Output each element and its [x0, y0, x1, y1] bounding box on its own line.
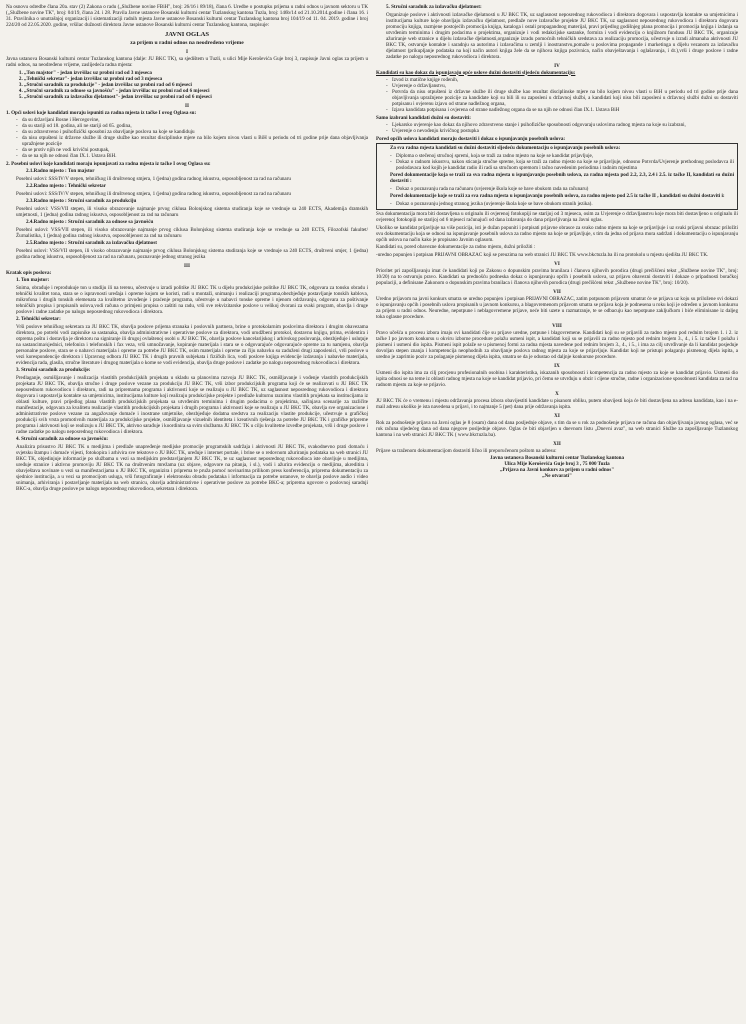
box-list [390, 201, 734, 207]
section-text: Pravo učešća u procesu izbora imaju svi kandidati čije su prijave uredne, potpune i blagovremene. Kandidati koji su se prijavili za radno mjesto pod rednim brojem 1. i 2. iz tačke I po javnom konkursu u okviru izborne procedure polažu usmeni ispit, a kandidati koji su se prijavili za radno mjesto pod rednim brojem 3., 4., i 5. iz tačke I polažu i pismeni i usmeni dio ispita. Pismeni ispit polaže se u pismenoj formi za radna mjesta navedene pod rednim brojem 3., 4., i 5., i ima za cilj utvrđivanje da li kandidat posjeduje dovoljan stepen znanja i kompetencija neophodnih za obavljanje poslova radnog mjesta za koje se prijavljuje. Kandidat koji ne pristupi polaganju pismenog dijela ispita, a uredno je zaprimio poziv za polaganje pismenog dijela ispita, smatra se da je odustao od daljnje konkursne procedure. [376, 329, 738, 360]
list-item: - Uvjerenje o državljanstvu, [386, 83, 738, 89]
address-line: „Prijava na Javni konkurs za prijem u radni odnos" [499, 467, 615, 473]
section-heading: 1. Opći uslovi koje kandidati moraju ispuniti za radna mjesta iz tačke I ovog Oglasa su: [6, 109, 197, 116]
documents-list [386, 77, 738, 113]
address-line: Ulica Mije Keroševića Guje broj 3 , 75 000 Tuzla [504, 461, 610, 467]
address-line: Javna ustanova Bosanski kulturni centar Tuzlanskog kantona [489, 455, 625, 461]
job-description: Organizuje poslove i aktivnosti izdavačke djelatnosti u JU BKC TK, uz saglasnost neposrednog rukovodioca i direktora dogovara i uspostavlja kontakte sa umjetnicima i institucijama kulture koje obavljaju izdavačku djelatnost, predlaže nove izdavačke projekte JU BKC TK, uz saglasnost neposrednog rukovodioca i direktora dogovara promociju knjiga, razmjene postojećih promocija knjiga, kataloga i ostali propagandnog materijal, pravi prijedlog godišnjeg plana promocija i promocija knjiga i izdanja sa utvrđenim terminima i drugim podacima o projektima, organizuje i vodi redakcijske sastanke, formira i vodi evidenciju o knjižnom fundusu JU BKC TK, organizuje ažuriranje web stranice u dijelu izdavačke djelatnosti,organizuje izradu pomoćnih tehničkih sredstava za realizaciju promocija, učestvuje u izradi almanaha aktivnosti JU BKC TK, ostvaruje kontakte i saradnju sa autorima i izdavačima u zemlji i inostranstvu,pomaže u poslovima propagande i marketinga u dijelu vezanom za izdavačku djelatnost (prikupljanje podataka na koji način autori knjiga žele da se njihova knjiga pozivnica, način obavještavanja i oglašavanja, i dr.),vrši i druge poslove i radne zadatke po nalogu neposrednog rukovodioca i direktora. [386, 11, 738, 60]
selected-documents-list [386, 122, 738, 134]
section-number: I [186, 49, 188, 55]
box-heading: Pored dokumentacije koje se traži za sva radna mjesta u ispunjavanju posebnih uslova, za radno mjesto pod 2.5 iz tačke II , kandidati su dužni dostaviti i: [390, 193, 725, 199]
list-item: 2. „Tehnički sekretar"- jedan izvršilac uz probni rad od 3 mjeseca [24, 76, 368, 82]
section-heading: 2. Posebni uslovi koje kandidati moraju ispunjavati za radna mjesta iz tačke I ovog Oglasa su: [6, 160, 211, 167]
section-number: II [185, 102, 189, 109]
subsection-heading: Pored općih uslova kandidati moraju dostaviti i dokaz o ispunjavanju posebnih uslova: [376, 135, 566, 142]
job-description: Analizira prisustvo JU BKC TK u medijima i predlaže unapređenje medijske promocije programskih sadržaja i aktivnosti JU BKC TK, svakodnevno prati domaću i svjetsku štampu i domaće vijesti, fotokopira i arhivira sve tekstove o JU BKC TK, uređuje i internet portale, i brine se o redovnom ažuriranju podataka na web stranici JU BKC TK, objedinjuje informacije po službama u vezi sa medijskim predstavljanjem JU BKC TK, te uz saglasnost neposrednog rukovodioca iste obavljuje u medijima, uređuje stranice i aktivno promoviju JU BKC TK na društvenim mrežama (uz objave, odgovore na pitanja, i sl.), vodi i ažurira evidenciju o medijima, akreditira i obavještava novinare u vezi sa manifestacijama u JU BKC TK, organizira i priprema te pruža pomoć novinarima prilikom press konferencija, priprema dokumentaciju za sjednice institucija, a u vezi sa promocijom usluga, vrši fotografiranje i elektronsku obradu podataka i informacija za potrebe ustanove, te obavlja poslove audio i video snimanja, arhiviranja i postavljanje materijala na web stranicu, obavlja administrativne i operativne poslove za potrebe BKC-a; priprema ugovore o poslovnoj saradnji BKC-a, obavlja druge poslove po nalogu neposrednog rukovodioca, sekretara i direktora. [16, 443, 368, 492]
list-item: 4. „Stručni saradnik za odnose sa javnošću" - jedan izvršilac uz probni rad od 6 mjeseci [24, 88, 368, 94]
section-number: IX [554, 362, 560, 369]
job-description: Predlaganje, osmišljavanje i realizacija vlastitih produkcijskih projekata u skladu sa planovima razvoja JU BKC TK, osmišljavanje i vođenje vlastitih produkcijskih projekata JU BKC TK, obavlja stručne i druge poslove vezane za produkciju JU BKC TK, vrši izbor produkcijskih programa koji će se realizovati u JU BKC TK neposrednom rukovodiocu i direktoru, radi na pripremama programa i aktivnosti koje se realizuju u JU BKC TK, uz saglasnost neposrednog rukovodioca i direktora dogovara i uspostavlja kontakte sa umjetnicima, institucijama kulture koji realizuju produkcijske projekte i predlaže kulturnu raznimu vlastitih projekata sa institucijama iz oblasti kulture, pravi prijedlog plana vlastitih produkcijskih projekata sa utvrđenim terminima i drugim podacima o projektima, sačinjava scenarije za različite manifestacije, odgovara za kvalitetu realizacije vlastitih produkcijskih projekata i drugih programa i aktivnosti koje se realizuju u JU BKC TK, obavlja sve organizacione i administrativne poslove vezane za angažovanje domaće i inostrane umjetnike, obezbjeđuje dodatna sredstva za realizaciju vlastite produkcije, učestvuje u grafičkoj produkciji svih vrsta promotivnih materijala za produkcijske projekte, osmišljavanje vizuelnih identiteta i kreativnih rješenja za potrebe JU BKC TK i grafičke pripreme programa i aktivnosti koji se realizuju u JU BKC TK, aktivno sarađuje i koordinira sa svim službama JU BKC TK u cilju kvalitetne izvedbe projekata, vrši i druge poslove i radne zadatke po nalogu neposrednog rukovodioca i direktora. [16, 374, 368, 435]
position-conditions: Posebni uslovi: VSS/VII stepen, ili visoko obrazovanje najmanje prvog ciklusa Bolonjskog sistema studiranja koje se vrednuje sa 240 ECTS, Filozofski fakultet/Žurnalistika, 1 (jedna) godina radnog iskustva, osposobljenost za rad na računaru [16, 226, 368, 239]
list-item: - da su stariji od 18. godina, ali ne stariji od 65. godina, [16, 123, 368, 129]
job-heading: 3. Stručni saradnik za produkcije: [16, 367, 91, 373]
list-item: - Dokaz o poznavanju jednog stranog jezika (uvjerenje škola koje se bave obukom stranih jezika). [390, 201, 734, 207]
job-description: Snima, obrađuje i reprodukuje ton u studiju ili na terenu, učestvuje u izradi politike JU BKC TK u dijelu produkcijske politike JU BKC TK, odgovara za tonsku obradu i tehnički kvalitet tona, stara se o ispravnosti uređaja i opreme kojom se koristi, radi u montaži, snimanju i realizaciji programa,obezbjeđuje postavljanje tonskih kablova, mikrofona i drugih tonskih elemenata za kvalitetno izvođenje i praćenje programa, učestvuje u nabavci tonske opreme i njenom održavanju, odgovara za poštivanje tehničkih propisa i propisanih uslova,vodi računa o primjeni propisa o zaštiti na radu, vrši sve rekvizitarske poslove u velikoj dvorani za svaki program, obavlja i druge poslove i radne zadatke po nalogu neposrednog rukovodioca i direktora. [16, 284, 368, 315]
list-item: 1. „Ton majstor" - jedan izvršilac uz probni rad od 3 mjeseca [24, 70, 368, 76]
position-heading: 2.1.Radno mjesto : Ton majstor [26, 168, 95, 174]
list-item: - Potvrda da nisu otpušteni iz državne službe ili druge službe kao rezultat disciplinske mjere na bilo kojem nivou vlasti u BiH u periodu od tri godine prije dana objavljivanja upražnjene pozicije za kandidate koji su bili ili su zaposleni u državnoj službi, a kandidati koji nisu bili zaposleni u državnoj službi dužni su dostaviti potpisanu i ovjerenu izjavu od strane nadležnog organa, [386, 89, 738, 107]
list-item: - Diploma o stečenoj stručnoj spremi, koja se traži za radno mjesto na koje se kandidat prijavljuje, [390, 153, 734, 159]
section-text: Usmeni dio ispita ima za cilj procjenu profesionalnih osobina i karakteristika, iskazanih sposobnosti i kompetencija za radno mjesto za koje se kandidat prijavio. Usmeni dio ispita odnosi se na teme iz oblasti radnog mjesta na koje se kandidat prijavio, pri čemu se utvrđuju u obzir i cijene stručne, radne i organizacione sposobnosti kandidata za rad na radnom mjestu za koje se prijavio. [376, 369, 738, 388]
address-line: „Ne otvarati" [542, 473, 572, 479]
section-heading: Kandidati su kao dokaz da ispunjavaju opće uslove dužni dostaviti sljedeću dokumentaciju: [376, 69, 576, 76]
list-item: 5. „Stručni saradnik za izdavačku djelatnost"- jedan izvršilac uz probni rad od 6 mjeseci [24, 94, 368, 100]
list-item: 3. „Stručni saradnik za produkcije" - jedan izvršilac uz probni rad od 6 mjeseci [24, 82, 368, 88]
position-heading: 2.3.Radno mjesto : Stručni saradnik za produkciju [26, 198, 137, 204]
position-conditions: Posebni uslovi: SSS/IV/V stepen, tehničkog ili društvenog smjera, 1 (jedna) godina radnog iskustva, osposobljenost za rad na računaru [16, 175, 291, 182]
section-text: Prioritet pri zapošljavanju imat će kandidati koji po Zakonu o dopunskim pravima branilaca i članova njihovih porodica (drugi prečišćeni tekst „Službene novine TK", broj: 10/20) na to ostvaruju pravo. Kandidati sa prednošću podneska dokaz o ispunjavanju općih i posebnih uslova, uz prijavu obavezni dostaviti i dokaze o pripadnosti boračkoj populaciji, a definisane Zakonom o dopunskim pravima branilaca i članova njihovih porodica (drugi prečišćeni tekst „Službene novine TK", broj: 10/20). [376, 267, 738, 286]
special-documents-box [376, 143, 738, 210]
section-number: IV [554, 62, 560, 69]
multiple-applications-text: Ukoliko se kandidat prijavljuje na više pozicija, isti je dužan popuniti i potpisati prijavne obrasce za svako radno mjesto na koje se prijavljuje i uz svaki prijavni obrazac priložiti svu dokumentaciju koja se odnosi na ispunjavanje posebnih uslova za radno mjesto na koje se prijavljuje, s tim da jedna od prijava mora sadržati i dokumentaciju o ispunjavanju općih uslova na način kako je propisano Javnim oglasom. [376, 224, 738, 243]
job-heading: 4. Stručni saradnik za odnose sa javnošću: [16, 436, 109, 442]
section-text: Prijave sa traženom dokumentacijom dostaviti lično ili preporučenom poštom na adresu: [376, 447, 557, 454]
section-number: XI [554, 412, 560, 419]
right-column [376, 4, 738, 1020]
ad-title: JAVNI OGLAS [164, 31, 210, 38]
position-heading: 2.4.Radno mjesto : Stručni saradnik za odnose sa javnošću [26, 219, 154, 225]
section-text: Rok za podnošenje prijava na Javni oglas je 8 (osam) dana od dana posljednje objave, s tim da se u rok za podnošenje prijava ne računa dan objavljivanja javnog oglasa, već se rok računa sljedećeg dana od dana njegove posljednje objave. Oglas će biti objavljen u dnevnom listu „Dnevni avaz", na web stranici Službe za zapošljavanje Tuzlanskog kantona i na web stranici JU BKC TK ( www.bkctuzla.ba). [376, 419, 738, 438]
section-number: VI [554, 260, 560, 267]
job-heading: 5. Stručni saradnik za izdavačku djelatnost: [386, 4, 482, 10]
ad-subtitle: za prijem u radni odnos na neodređeno vrijeme [130, 40, 244, 46]
intro-paragraph: Na osnovu odredbe člana 20a. stav (2) Zakona o radu („Službene novine FBiH", broj: 26/16 i 89/18), člana 6. Uredbe o postupku prijema u radni odnos u javnom sektoru u TK („Službene novine TK", broj: 04/19, člana 24. i 28. Pravila Javne ustanove Bosanski kulturni centar Tuzlanskog kantona Tuzla, broj: 146b/14 od 21.10.2014.godine i člana 16. i 31. Pravilnika o unutrašnjoj organizaciji i sistematizaciji radnih mjesta Javne ustanove Bosanski kulturni centar Tuzlanskog kantona broj 104/19 od 11. 04. 2019. godine i broj 224/20 od 22.05.2020. godine, vršilac dužnosti direktora Javne ustanove Bosanski kulturni centar Tuzlanskog kantona, raspisuje: [6, 4, 368, 28]
job-description: Vrši poslove tehničkog sekretara za JU BKC TK, obavlja poslove prijema stranaka i poslovnih partnera, brine o protokolarnim poslovima direktora i drugim obavezama direktora, po potrebi vodi zapisnike sa sastanaka, obavlja administrativne i operativne poslove za direktora, vodi urudžbeni protokol, dostavnu knjigu, prima, evidentira i otprema poštu i dostavlja je direktoru na signiranje ili drugoj ovlaštenoj osobi u JU BKC TK, obavlja poslove kancelarijskog i arhivskog poslovanja, obezbjeđuje i usluţuje na sastancima/sjednici, telefonira i telefonskih i fax veza, vrši umnožavanje, kopiranje materijala i stara se o odgovarajuće odgovarajuće opreme za tu namjenu, obavlja personalne poslove, stara se o nabavci materijala i opreme za potrebe JU BKC TK, osim materijala i opreme za čiju nabavku su zaduženi drugi zaposlenici, vrši poslove u vezi korespondencije direktora i Upravnog odbora JU BKC TK i drugih pravnih subjekata i fizičkih lica, vodi poslove knjiga evidencije izdavanja i nabavke materijala, evidencija rada, glasila, stručne literature i drugog materijala o kome se vodi evidencija, obavlja druge poslove i zadatke po nalogu neposrednog rukovodioca i direktora. [16, 323, 368, 366]
position-conditions: Posebni uslovi: SSS/IV/V stepen, tehničkog ili društvenog smjera, 1 (jedna) godina radnog iskustva, osposobljenost za rad na računaru [16, 190, 291, 197]
list-item: - Izvod iz matične knjige rođenih, [386, 77, 738, 83]
special-conditions [6, 168, 368, 260]
position-conditions: Posebni uslovi: VSS/VII stepen, ili visoko obrazovanje najmanje prvog ciklusa Bolonjskog sistema studiranja koje se vrednuje sa 240 ECTS, Akademija dramskih umjetnosti, 1 (jedna) godina radnog iskustva, osposobljenost za rad na računaru [16, 205, 368, 218]
section-text: JU BKC TK će o vremenu i mjestu održavanja procesa izbora obavijestiti kandidate u pisanom obliku, putem obavijesti koja će biti dostavljena na adresu kandidata, kao i na e-mail adresu ukoliko je ista navedena u prijavi, i to najmanje 5 (pet) dana prije održavanja ispita. [376, 397, 738, 410]
position-conditions: Posebni uslovi: VSS/VII stepen, ili visoko obrazovanje najmanje prvog ciklusa Bolonjskog sistema studiranja koje se vrednuje sa 240 ECTS, društveni smjer, 1 (jedna) godina radnog iskustva, osposobljenost za rad na računaru, poznavanje jednog stranog jezika [16, 247, 368, 260]
job-heading: 2. Tehnički sekretar: [16, 316, 61, 322]
section-number: VII [553, 288, 561, 295]
list-item: - Dokaz o radnom iskustvu, nakon sticanja stručne spreme, koja se traži za radno mjesto na koje se prijavljuje, odnosno Potvrda/Uvjerenje prethodnog poslodavca ili poslodavaca kod kojih je kandidat radio ili radi sa stručnom spremom i tačno navedenim periodima i radnim mjestima [390, 159, 734, 171]
list-item: - da nisu otpušteni iz državne službe ili druge službe kao rezultat disciplinske mjere na bilo kojem nivou vlasti u BiH u periodu od tri godine prije dana objavljivanja upražnjene pozicije [16, 135, 368, 147]
subsection-heading: Samo izabrani kandidati dužni su dostaviti: [376, 114, 471, 121]
position-heading: 2.2.Radno mjesto : Tehnički sekretar [26, 183, 106, 189]
section-number: X [555, 390, 559, 397]
position-heading: 2.5.Radno mjesto : Stručni saradnik za izdavačku djelatnost [26, 240, 157, 246]
list-item: - da su zdravstveno i psihofizički sposobni za obavljanje poslova na koje se kandiduju [16, 129, 368, 135]
list-item: - Izjava kandidata potpisana i ovjerena od strane nadležnog organa da se na njih ne odnosi član IX.1. Ustava BiH [386, 107, 738, 113]
list-item: - da su državljani Bosne i Hercegovine, [16, 117, 368, 123]
list-item: - Uvjerenje o nevođenju krivičnog postupka [386, 128, 738, 134]
section-number: III [184, 262, 190, 269]
documents-validity-text: Sva dokumentacija mora biti dostavljena u originalu ili ovjerenoj fotokopiji ne starijoj od 3 mjeseca, osim za Uvjerenje o državljanstvu koje mora biti dostavljeno u originalu ili ovjerenoj fotokopiji ne starijoj od 6 mjeseci računajući od dana izdavanja do dana prijavljivanja na Javni oglas. [376, 211, 738, 223]
section-heading: Kratak opis poslova: [6, 269, 52, 276]
box-list [390, 186, 734, 192]
section-text: Uredno prijavom na javni konkurs smatra se uredno popunjen i potpisan PRIJAVNI OBRAZAC, zatim potpunom prijavom smatrat će se prijava uz koju su priložene svi dokazi o ispunjavanju općih i posebnih uslova propisanih u javnom konkursu, a blagovremenom prijavom smatra se prijava koja je podnesena u roku koji je određen u javnom konkursu za prijem u radni odnos. Neuredne, nepotpune i neblagovremene prijave, neće biti uzete u razmatranje, te se odbacuju kao nepotpune zaključkom i biće eliminisane iz daljeg toka oglasne procedure. [376, 295, 738, 320]
left-column [6, 4, 368, 1020]
general-conditions-list [16, 117, 368, 159]
list-item: - Dokaz o poznavanju rada na računaru (uvjerenje škola koje se bave obukom rada na računaru) [390, 186, 734, 192]
section-number: VIII [552, 322, 562, 329]
positions-list [24, 70, 368, 100]
application-form-text: -uredno popunjen i potpisan PRIJAVNI OBRAZAC koji se preuzima na web stranici JU BKC TK www.bkctuzla.ba ili na protokolu u mjestu sjedišta JU BKC TK. [376, 251, 709, 258]
job-heading: 1. Ton majstor: [16, 277, 50, 283]
attachments-text: Kandidati su, pored obavezne dokumentacije za radno mjesto, dužni priložiti : [376, 244, 536, 250]
list-item: - Ljekarsko uvjerenje kao dokaz da njihovo zdravstveno stanje i psihofizičke sposobnosti odgovaraju uslovima radnog mjesta na koje su izabrani, [386, 122, 738, 128]
section-text: Javna ustanova Bosanski kulturni centar Tuzlanskog kantona (dalje: JU BKC TK), sa sjedištem u Tuzli, u ulici Mije Keroševića Guje broj 3, raspisuje Javni oglas za prijem u radni odnos, na neodređeno vrijeme, zaslijedeća radna mjesta: [6, 56, 368, 68]
list-item: - da se protiv njih ne vodi krivični postupak, [16, 147, 368, 153]
section-number: XII [553, 440, 561, 447]
box-heading: Za sva radna mjesta kandidati su dužni dostaviti sljedeću dokumentaciju o ispunjavanju posebnih uslova: [390, 145, 621, 151]
box-list [390, 153, 734, 171]
box-heading: Pored dokumentacije koja se traži za sva radna mjesta u ispunjavanju posebnih uslova, za radna mjesta pod 2.2, 2.3, 2.4 i 2.5. iz tačke II, kandidati su dužni dostaviti : [390, 172, 734, 184]
list-item: - da se na njih ne odnosi član IX.1. Ustava BiH. [16, 153, 368, 159]
